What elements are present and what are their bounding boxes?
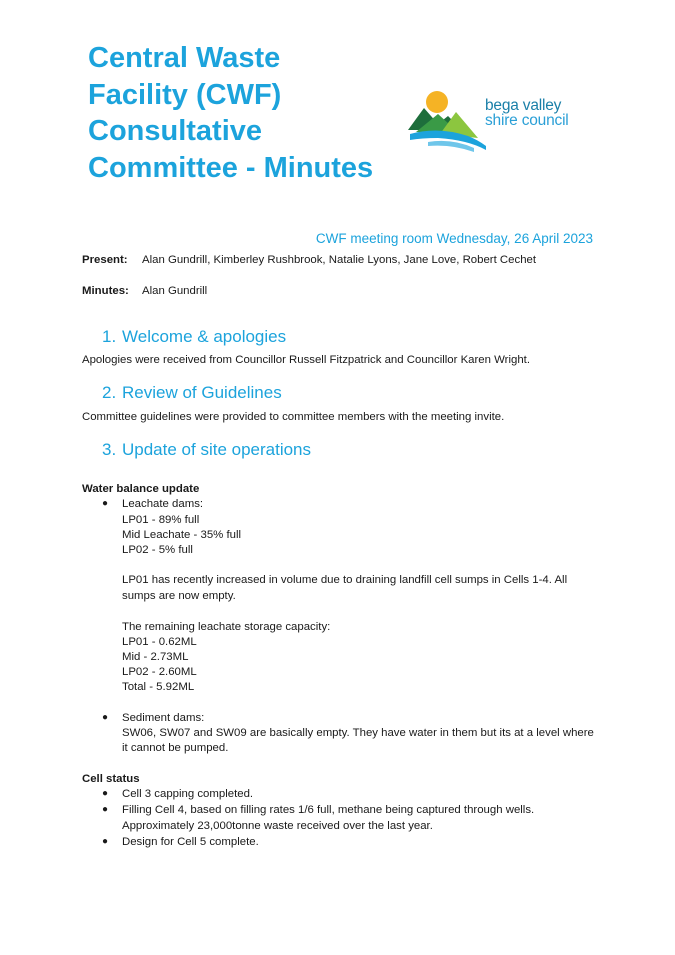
logo-text [485,98,569,128]
section-title: Review of Guidelines [122,383,282,402]
minutes-value: Alan Gundrill [142,285,208,297]
list-line: LP01 - 0.62ML [122,636,197,648]
bullet-icon: ● [102,804,109,815]
section-body: Committee guidelines were provided to committee members with the meeting invite. [82,411,505,423]
present-label: Present: [82,254,128,266]
section-title: Update of site operations [122,440,312,459]
subsection-title: Water balance update [82,483,200,495]
title-line: Central Waste [88,42,281,74]
document-title [88,40,418,186]
list-line: LP01 - 89% full [122,514,200,526]
list-line: LP02 - 5% full [122,544,193,556]
subsection-title: Cell status [82,773,140,785]
title-line: Committee - Minutes [88,151,374,184]
section-number: 3. [102,440,117,459]
bullet-text: Filling Cell 4, based on filling rates 1/6 full, methane being captured through wells. [122,804,535,816]
minutes-row [82,285,207,297]
logo-text-line: bega valley [485,97,562,114]
meeting-details: CWF meeting room Wednesday, 26 April 2023 [315,231,593,246]
present-row [82,254,536,266]
list-line: Total - 5.92ML [122,681,195,693]
bullet-icon: ● [102,836,109,847]
title-line: Facility (CWF) [88,78,282,111]
section-number: 1. [102,327,117,346]
section-body: Apologies were received from Councillor Russell Fitzpatrick and Councillor Karen Wright. [82,354,531,366]
section-heading [102,440,311,460]
bullet-text: Design for Cell 5 complete. [122,836,259,848]
bullet-icon: ● [102,712,109,723]
title-line: Consultative [88,115,263,147]
list-line: SW06, SW07 and SW09 are basically empty. They have water in them but its at a level where [122,727,594,739]
minutes-label: Minutes: [82,285,129,297]
list-line: sumps are now empty. [122,590,236,602]
list-line: it cannot be pumped. [122,742,229,754]
list-line: The remaining leachate storage capacity: [122,621,331,633]
bullet-text: Leachate dams: [122,498,204,510]
bullet-text: Cell 3 capping completed. [122,788,254,800]
list-line: Mid Leachate - 35% full [122,529,242,541]
present-value: Alan Gundrill, Kimberley Rushbrook, Natalie Lyons, Jane Love, Robert Cechet [142,254,537,266]
list-line: LP01 has recently increased in volume due to draining landfill cell sumps in Cells 1-4. All [122,574,568,586]
list-line: LP02 - 2.60ML [122,666,197,678]
section-heading [102,383,282,403]
section-heading [102,327,286,347]
section-number: 2. [102,383,117,402]
list-line: Approximately 23,000tonne waste received over the last year. [122,820,433,832]
bullet-icon: ● [102,788,109,799]
bullet-icon: ● [102,498,109,509]
bullet-text: Sediment dams: [122,712,205,724]
hills-sun-icon [408,86,486,156]
logo-text-line: shire council [485,112,569,129]
list-line: Mid - 2.73ML [122,651,189,663]
section-title: Welcome & apologies [122,327,287,346]
council-logo [408,86,598,156]
